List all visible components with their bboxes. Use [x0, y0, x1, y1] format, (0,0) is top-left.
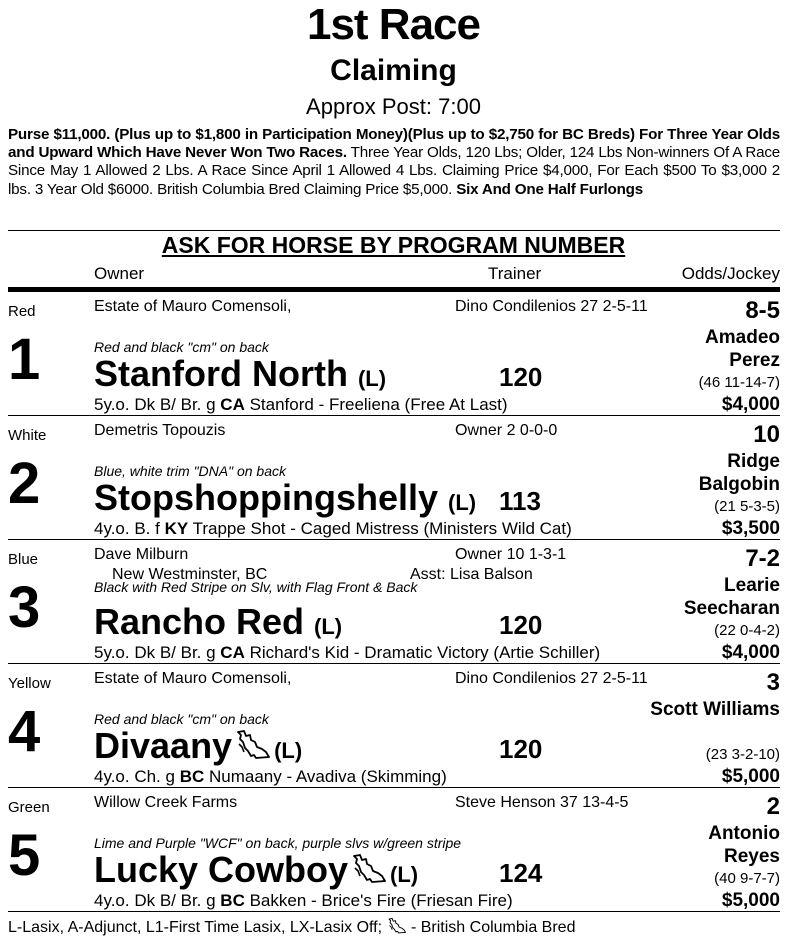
entry-row — [0, 664, 787, 788]
bc-legend: - British Columbia Bred — [406, 919, 576, 936]
saddlecloth-color: Red — [8, 303, 36, 320]
program-number: 3 — [8, 575, 41, 640]
claiming-price: $5,000 — [721, 766, 780, 787]
jockey-name: Amadeo Perez — [705, 327, 780, 371]
program-number: 4 — [8, 699, 41, 764]
horse-name: Stanford North — [94, 353, 348, 394]
foaling-state: BC — [220, 891, 245, 910]
weight: 113 — [499, 486, 541, 516]
foaling-state: BC — [179, 767, 205, 786]
weight: 120 — [499, 610, 543, 640]
saddlecloth-color: White — [8, 427, 47, 444]
silks-description: Lime and Purple "WCF" on back, purple slvs w/green stripe — [94, 835, 462, 851]
silks-description: Red and black "cm" on back — [94, 711, 269, 727]
medication: (L) — [357, 366, 387, 391]
trainer-name: Steve Henson 37 13-4-5 — [455, 794, 629, 811]
morning-line-odds: 3 — [766, 669, 780, 696]
assistant-trainer: Asst: Lisa Balson — [410, 566, 533, 583]
breeding: 5y.o. Dk B/ Br. g CA Stanford - Freeliena (Free At Last) — [94, 395, 508, 414]
foaling-state: CA — [220, 643, 245, 662]
jockey-stats: (22 0-4-2) — [714, 622, 780, 639]
breeding: 4y.o. Ch. g BC Numaany - Avadiva (Skimming) — [94, 767, 447, 786]
breeding: 5y.o. Dk B/ Br. g CA Richard's Kid - Dramatic Victory (Artie Schiller) — [94, 643, 601, 662]
jockey-name: Scott Williams — [650, 699, 780, 720]
silks-description: Black with Red Stripe on Slv, with Flag Front & Back — [94, 579, 418, 595]
race-conditions — [8, 126, 780, 199]
owner-name: Estate of Mauro Comensoli, — [94, 298, 292, 315]
morning-line-odds: 7-2 — [745, 545, 780, 572]
weight: 120 — [499, 362, 543, 392]
horse-name: Divaany — [94, 725, 233, 766]
jockey-stats: (40 9-7-7) — [714, 870, 780, 887]
horse-name: Lucky Cowboy — [94, 849, 349, 890]
bc-bred-icon — [352, 854, 386, 884]
horse-name: Stopshoppingshelly — [94, 477, 439, 518]
ask-banner: ASK FOR HORSE BY PROGRAM NUMBER — [161, 232, 626, 258]
conditions-distance: Six And One Half Furlongs — [456, 180, 644, 198]
program-number: 2 — [8, 451, 41, 516]
foaling-state: CA — [220, 395, 245, 414]
header-trainer: Trainer — [488, 264, 542, 283]
race-type: Claiming — [330, 54, 457, 87]
claiming-price: $4,000 — [721, 642, 780, 663]
claiming-price: $3,500 — [721, 518, 780, 539]
horse-name-line — [94, 601, 342, 648]
horse-name-line — [94, 849, 418, 896]
entry-row — [0, 292, 787, 416]
medication: (L) — [314, 614, 343, 639]
medication: (L) — [274, 738, 303, 763]
program-number: 5 — [8, 823, 41, 888]
saddlecloth-color: Green — [8, 799, 50, 816]
row-divider — [8, 911, 780, 912]
claiming-price: $4,000 — [721, 394, 780, 415]
owner-location: New Westminster, BC — [112, 566, 268, 583]
bc-bred-icon — [387, 918, 407, 934]
saddlecloth-color: Yellow — [8, 675, 51, 692]
morning-line-odds: 8-5 — [745, 297, 780, 324]
morning-line-odds: 2 — [766, 793, 780, 820]
silks-description: Red and black "cm" on back — [94, 339, 269, 355]
race-title: 1st Race — [306, 0, 480, 49]
horse-name-line — [94, 353, 386, 400]
morning-line-odds: 10 — [753, 421, 780, 448]
entry-row — [0, 416, 787, 540]
weight: 124 — [499, 858, 543, 888]
medication: (L) — [390, 862, 419, 887]
owner-name: Willow Creek Farms — [94, 794, 238, 811]
jockey-name: Ridge Balgobin — [698, 451, 780, 495]
owner-name: Estate of Mauro Comensoli, — [94, 670, 292, 687]
jockey-name: Learie Seecharan — [683, 575, 780, 619]
owner-name: Dave Milburn — [94, 546, 189, 563]
jockey-stats: (23 3-2-10) — [705, 746, 780, 763]
owner-name: Demetris Topouzis — [94, 422, 226, 439]
bc-bred-icon — [236, 730, 270, 760]
saddlecloth-color: Blue — [8, 551, 39, 568]
foaling-state: KY — [164, 519, 189, 538]
horse-name-line — [94, 725, 302, 772]
jockey-name: Antonio Reyes — [708, 823, 780, 867]
entry-row — [0, 540, 787, 664]
weight: 120 — [499, 734, 543, 764]
program-number: 1 — [8, 327, 41, 392]
entry-row — [0, 788, 787, 912]
header-odds-jockey: Odds/Jockey — [681, 264, 780, 283]
trainer-name: Dino Condilenios 27 2-5-11 — [455, 298, 648, 315]
breeding: 4y.o. B. f KY Trappe Shot - Caged Mistress (Ministers Wild Cat) — [94, 519, 572, 538]
header-owner: Owner — [94, 264, 145, 283]
trainer-name: Owner 2 0-0-0 — [455, 422, 558, 439]
trainer-name: Dino Condilenios 27 2-5-11 — [455, 670, 648, 687]
claiming-price: $5,000 — [721, 890, 780, 911]
jockey-stats: (46 11-14-7) — [698, 374, 780, 391]
breeding: 4y.o. Dk B/ Br. g BC Bakken - Brice's Fire (Friesan Fire) — [94, 891, 513, 910]
medication: (L) — [448, 490, 477, 515]
jockey-stats: (21 5-3-5) — [714, 498, 780, 515]
legend-footer — [8, 918, 575, 938]
medication-legend: L-Lasix, A-Adjunct, L1-First Time Lasix, LX-Lasix Off; — [8, 919, 387, 936]
post-time: Approx Post: 7:00 — [306, 94, 481, 119]
conditions-text: Three Year Olds, 120 Lbs; Older, 124 Lbs Non-winners Of A Race Since May 1 Allowed 2 Lbs. A Race Since April 1 Allowed 4 Lbs. Claiming Price $4,000, For Each $500 To $3,000 2 lbs. 3 Year Old $6000. British Columbia Bred Claiming Price $5,000. — [8, 144, 780, 198]
horse-name-line — [94, 477, 476, 524]
conditions-purse: Purse $11,000. (Plus up to $1,800 in Participation Money)(Plus up to $2,750 for BC Breds) For Three Year Olds and Upward Which Have Never Won Two Races. — [8, 126, 780, 162]
trainer-name: Owner 10 1-3-1 — [455, 546, 567, 563]
horse-name: Rancho Red — [94, 601, 305, 642]
silks-description: Blue, white trim "DNA" on back — [94, 463, 287, 479]
